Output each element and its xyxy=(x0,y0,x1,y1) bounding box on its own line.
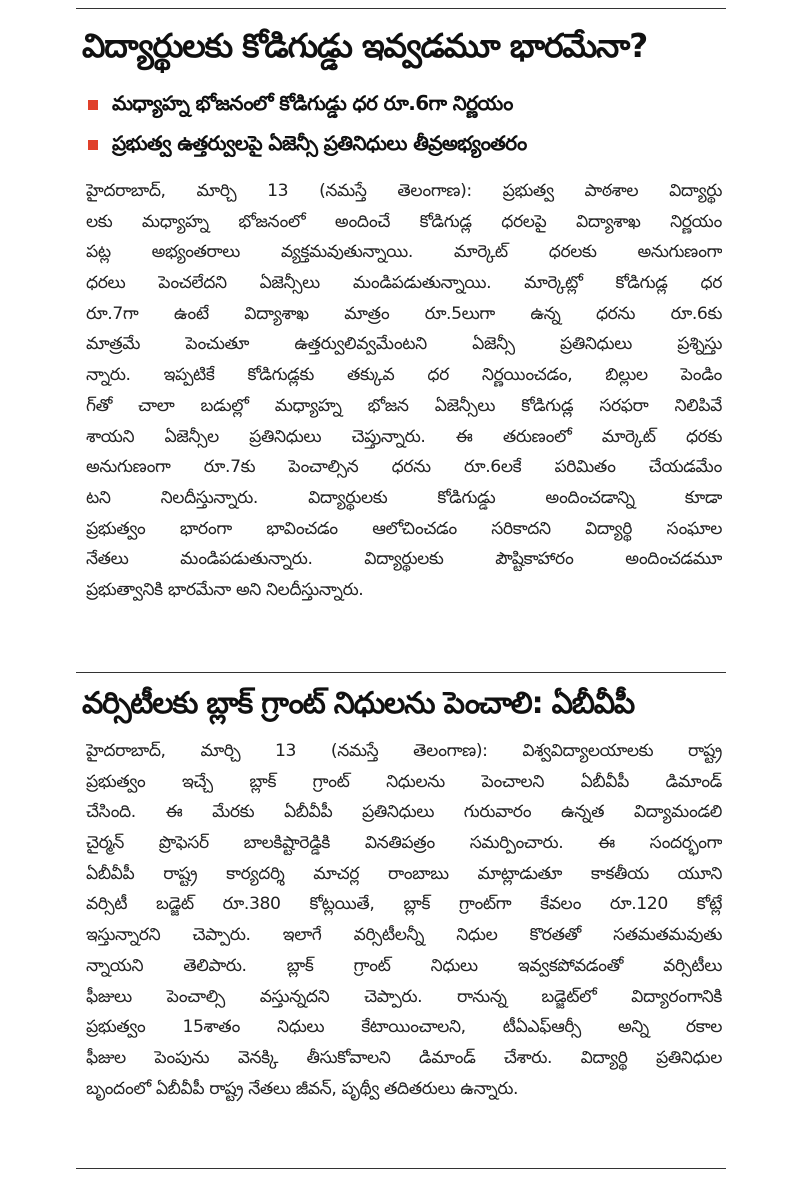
body-line: హైదరాబాద్, మార్చి 13 (నమస్తే తెలంగాణ): ప్రభుత్వ పాఠశాల విద్యార్థు xyxy=(86,181,722,201)
bullet-text: మధ్యాహ్న భోజనంలో కోడిగుడ్డు ధర రూ.6గా నిర్ణయం xyxy=(112,90,513,115)
body-line: నేతలు మండిపడుతున్నారు. విద్యార్థులకు పౌష్టికాహారం అందించడమూ xyxy=(86,549,722,570)
body-line: హైదరాబాద్, మార్చి 13 (నమస్తే తెలంగాణ): విశ్వవిద్యాలయాలకు రాష్ట్ర xyxy=(86,741,722,761)
body-line: ప్రభుత్వం భారంగా భావించడం ఆలోచించడం సరికాదని విద్యార్థి సంఘాల xyxy=(86,518,722,539)
body-line: చైర్మన్ ప్రొఫెసర్ బాలకిష్టారెడ్డికి వినతిపత్రం సమర్పించారు. ఈ సందర్భంగా xyxy=(86,833,722,854)
body-line: చేసింది. ఈ మేరకు ఏబీవీపీ ప్రతినిధులు గురువారం ఉన్నత విద్యామండలి xyxy=(86,802,722,823)
article1-bullet-1 xyxy=(82,86,722,124)
bullet-square-icon xyxy=(88,140,98,150)
body-line: ఏబీవీపీ రాష్ట్ర కార్యదర్శి మాచర్ల రాంబాబు మాట్లాడుతూ కాకతీయ యూని xyxy=(86,863,722,884)
article2-headline: వర్సిటీలకు బ్లాక్ గ్రాంట్ నిధులను పెంచాలి: ఏబీవీపీ xyxy=(82,686,634,721)
body-line: ప్రభుత్వం 15శాతం నిధులు కేటాయించాలని, టీఏఎఫ్ఆర్సీ అన్ని రకాల xyxy=(86,1017,722,1038)
section-divider xyxy=(76,672,726,673)
article1-body xyxy=(86,176,722,606)
body-line: ఫీజుల పెంపును వెనక్కి తీసుకోవాలని డిమాండ్ చేశారు. విద్యార్థి ప్రతినిధుల xyxy=(86,1047,722,1068)
body-line: ధరలు పెంచలేదని ఏజెన్సీలు మండిపడుతున్నాయి. మార్కెట్లో కోడిగుడ్ల ధర xyxy=(86,273,722,294)
body-line: న్నాయని తెలిపారు. బ్లాక్ గ్రాంట్ నిధులు ఇవ్వకపోవడంతో వర్సిటీలు xyxy=(86,955,722,976)
body-line: గ్‌తో చాలా బడుల్లో మధ్యాహ్న భోజన ఏజెన్సీలు కోడిగుడ్ల సరఫరా నిలిపివే xyxy=(86,395,722,416)
body-line: ప్రభుత్వానికి భారమేనా అని నిలదీస్తున్నారు. xyxy=(86,579,364,600)
body-line: టని నిలదీస్తున్నారు. విద్యార్థులకు కోడిగుడ్డు అందించడాన్ని కూడా xyxy=(86,487,722,508)
bullet-text: ప్రభుత్వ ఉత్తర్వులపై ఏజెన్సీ ప్రతినిధులు తీవ్రఅభ్యంతరం xyxy=(112,130,527,155)
body-line: పట్ల అభ్యంతరాలు వ్యక్తమవుతున్నాయి. మార్కెట్ ధరలకు అనుగుణంగా xyxy=(86,242,722,263)
top-rule xyxy=(76,8,726,9)
body-line: అనుగుణంగా రూ.7కు పెంచాల్సిన ధరను రూ.6లకే పరిమితం చేయడమేం xyxy=(86,457,722,478)
bottom-rule xyxy=(76,1168,726,1169)
body-line: లకు మధ్యాహ్న భోజనంలో అందించే కోడిగుడ్ల ధరలపై విద్యాశాఖ నిర్ణయం xyxy=(86,211,722,232)
article2-body xyxy=(86,736,722,1104)
body-line: బృందంలో ఏబీవీపీ రాష్ట్ర నేతలు జీవన్, పృథ్వీ తదితరులు ఉన్నారు. xyxy=(86,1078,519,1099)
body-line: మాత్రమే పెంచుతూ ఉత్తర్వులివ్వమేంటని ఏజెన్సీ ప్రతినిధులు ప్రశ్నిస్తు xyxy=(86,334,722,355)
body-line: ప్రభుత్వం ఇచ్చే బ్లాక్ గ్రాంట్ నిధులను పెంచాలని ఏబీవీపీ డిమాండ్ xyxy=(86,771,722,792)
body-line: రూ.7గా ఉంటే విద్యాశాఖ మాత్రం రూ.5లుగా ఉన్న ధరను రూ.6కు xyxy=(86,303,722,324)
body-line: శాయని ఏజెన్సీల ప్రతినిధులు చెప్తున్నారు. ఈ తరుణంలో మార్కెట్ ధరకు xyxy=(86,426,722,447)
body-line: ఇస్తున్నారని చెప్పారు. ఇలాగే వర్సిటీలన్నీ నిధుల కొరతతో సతమతమవుతు xyxy=(86,925,722,946)
article1-headline: విద్యార్థులకు కోడిగుడ్డు ఇవ్వడమూ భారమేనా? xyxy=(82,26,648,65)
body-line: న్నారు. ఇప్పటికే కోడిగుడ్లకు తక్కువ ధర నిర్ణయించడం, బిల్లుల పెండిం xyxy=(86,365,722,386)
body-line: ఫీజులు పెంచాల్సి వస్తున్నదని చెప్పారు. రానున్న బడ్జెట్‌లో విద్యారంగానికి xyxy=(86,986,722,1007)
body-line: వర్సిటీ బడ్జెట్ రూ.380 కోట్లయితే, బ్లాక్ గ్రాంట్‌గా కేవలం రూ.120 కోట్లే xyxy=(86,894,722,915)
article1-bullet-2 xyxy=(82,126,722,164)
bullet-square-icon xyxy=(88,100,98,110)
